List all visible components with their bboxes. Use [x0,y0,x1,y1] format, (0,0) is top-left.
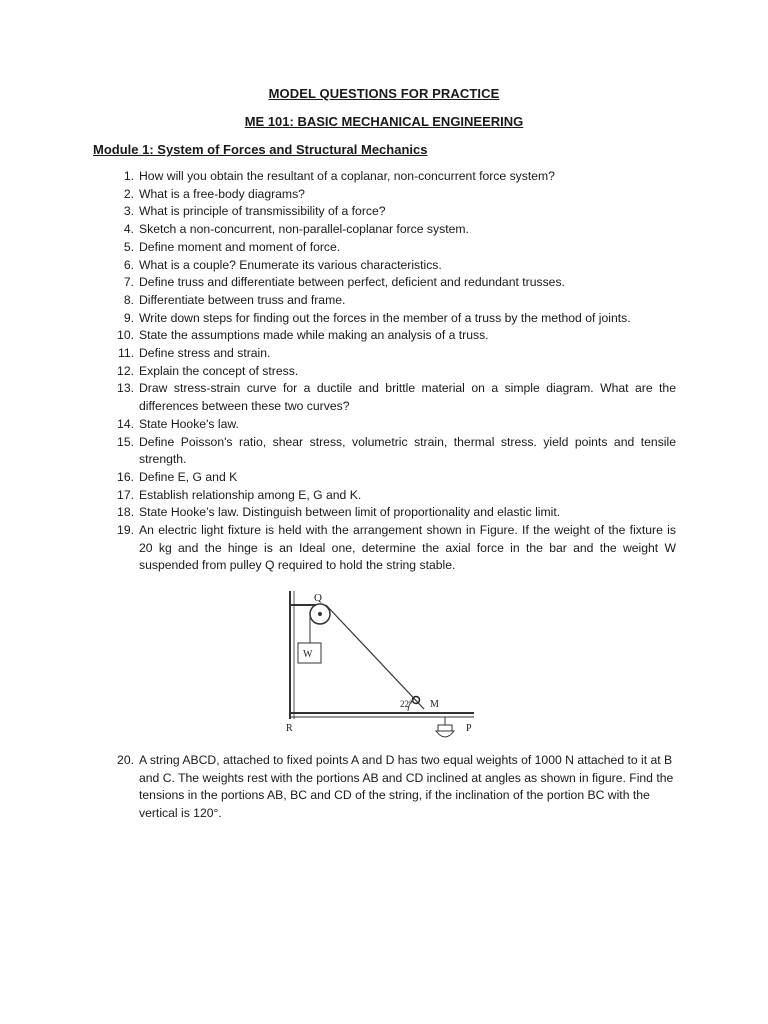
question-text: Define stress and strain. [139,346,271,361]
question-number: 11. [117,346,134,361]
question-item [110,274,676,292]
question-number: 20. [117,753,134,767]
label-w: W [303,649,313,660]
question-item [110,239,676,257]
question-text: Write down steps for finding out the forces in the member of a truss by the method of joints. [139,310,631,325]
question-text: What is a couple? Enumerate its various characteristics. [139,257,442,272]
question-number: 7. [123,275,134,290]
question-item [110,752,676,823]
question-number: 1. [123,169,134,183]
question-number: 13. [117,381,134,396]
question-item [110,257,676,275]
document-title: MODEL QUESTIONS FOR PRACTICE [268,86,500,101]
label-r: R [286,723,293,734]
fixture-cap [438,725,452,731]
course-title: ME 101: BASIC MECHANICAL ENGINEERING [244,114,524,129]
question-text: Sketch a non-concurrent, non-parallel-coplanar force system. [139,222,469,237]
question-item [110,203,676,221]
question-number: 9. [123,310,134,325]
question-text: Draw stress-strain curve for a ductile and brittle material on a simple diagram. What are the differences between these two curves? [139,381,676,414]
question-number: 6. [123,257,134,272]
figure-diagram [278,583,484,743]
question-text: State Hooke’s law. Distinguish between limit of proportionality and elastic limit. [139,505,561,520]
question-text: Differentiate between truss and frame. [139,292,346,307]
label-angle: 22° [400,699,413,709]
label-p: P [466,723,472,734]
question-number: 18. [117,505,134,520]
question-text: State Hooke's law. [139,416,239,431]
question-item [110,292,676,310]
light-fixture-icon [436,731,454,737]
question-text: What is principle of transmissibility of a force? [139,204,386,219]
question-item [110,345,676,363]
question-text: Define E, G and K [139,469,238,484]
question-number: 2. [123,186,134,201]
question-text: Explain the concept of stress. [139,363,299,378]
pulley-axle [318,612,322,616]
light-fixture-figure [278,583,484,743]
question-number: 14. [117,416,134,431]
question-text: Define Poisson's ratio, shear stress, volumetric strain, thermal stress. yield points and tensile strength. [139,434,676,467]
question-number: 16. [117,469,134,484]
question-text: An electric light fixture is held with the arrangement shown in Figure. If the weight of the fixture is 20 kg and the hinge is an Ideal one, determine the axial force in the bar and the weight W suspended from pulley Q required to hold the string stable. [139,523,676,573]
question-item [110,380,676,415]
question-text: Define truss and differentiate between perfect, deficient and redundant trusses. [139,275,565,290]
question-number: 4. [123,222,134,237]
question-text: A string ABCD, attached to fixed points A and D has two equal weights of 1000 N attached to it at B and C. The weights rest with the portions AB and CD inclined at angles as shown in figure. Find the tensions in the portions AB, BC and CD of the string, if the inclination of the portion BC with the vertical is 120°. [139,753,674,821]
question-item [110,168,676,186]
question-text: What is a free-body diagrams? [139,186,305,201]
question-list-continued [110,752,676,823]
question-item [110,310,676,328]
question-number: 10. [117,328,134,343]
question-item [110,434,676,469]
module-heading: Module 1: System of Forces and Structural Mechanics [93,142,428,157]
question-text: Establish relationship among E, G and K. [139,487,362,502]
question-item [110,363,676,381]
question-number: 5. [123,239,134,254]
question-item [110,487,676,505]
question-item [110,504,676,522]
question-list [110,168,676,575]
question-item [110,327,676,345]
question-number: 19. [117,523,134,538]
question-number: 17. [117,487,134,502]
question-item [110,186,676,204]
question-item [110,416,676,434]
inclined-string [326,605,424,709]
question-number: 8. [123,292,134,307]
question-number: 15. [117,434,134,449]
question-item [110,469,676,487]
question-item [110,522,676,575]
label-m: M [430,699,439,710]
label-q: Q [314,592,322,604]
question-text: How will you obtain the resultant of a coplanar, non-concurrent force system? [139,169,555,183]
question-number: 3. [123,204,134,219]
question-item [110,221,676,239]
question-number: 12. [117,363,134,378]
question-text: State the assumptions made while making an analysis of a truss. [139,328,489,343]
question-text: Define moment and moment of force. [139,239,341,254]
